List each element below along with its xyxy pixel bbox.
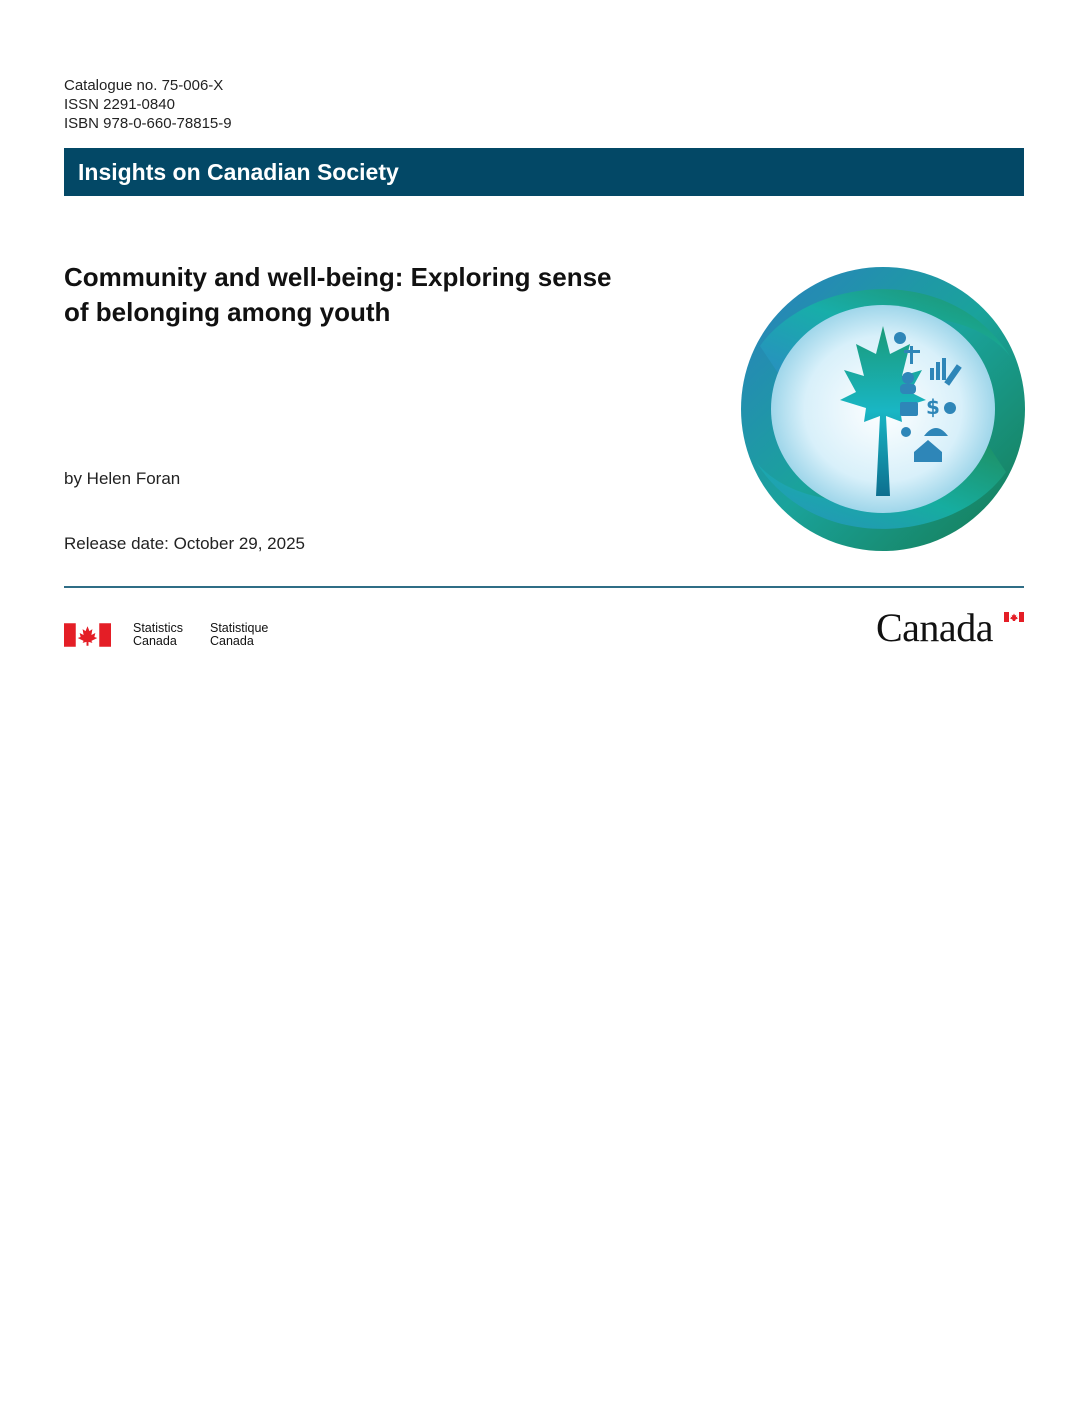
statistics-label-line-1: Statistics: [133, 621, 184, 635]
divider: [64, 586, 1024, 588]
svg-text:$: $: [926, 395, 940, 419]
series-banner: [64, 148, 1024, 196]
issn: ISSN 2291-0840: [64, 96, 175, 113]
statistics-label-line-2: Canada: [133, 634, 177, 648]
canada-flag-icon: [1004, 612, 1024, 622]
catalogue-info: [64, 76, 232, 133]
statistique-label-line-2: Canada: [210, 634, 254, 648]
statistics-canada-label: [133, 622, 183, 648]
canada-flag-icon: [64, 623, 111, 647]
isbn: ISBN 978-0-660-78815-9: [64, 115, 232, 132]
maple-leaf-tree-emblem-icon: [740, 266, 1026, 552]
article-title: [64, 260, 684, 330]
release-date: Release date: October 29, 2025: [64, 534, 305, 553]
series-title: Insights on Canadian Society: [78, 159, 399, 185]
article-title-line-1: Community and well-being: Exploring sense: [64, 262, 612, 292]
statistique-canada-label: [210, 622, 268, 648]
canada-wordmark-text: Canada: [876, 605, 993, 650]
author-byline: by Helen Foran: [64, 469, 181, 488]
statistique-label-line-1: Statistique: [210, 621, 269, 635]
catalogue-number: Catalogue no. 75-006-X: [64, 77, 224, 94]
article-title-line-2: of belonging among youth: [64, 297, 391, 327]
canada-wordmark: [876, 606, 1026, 650]
